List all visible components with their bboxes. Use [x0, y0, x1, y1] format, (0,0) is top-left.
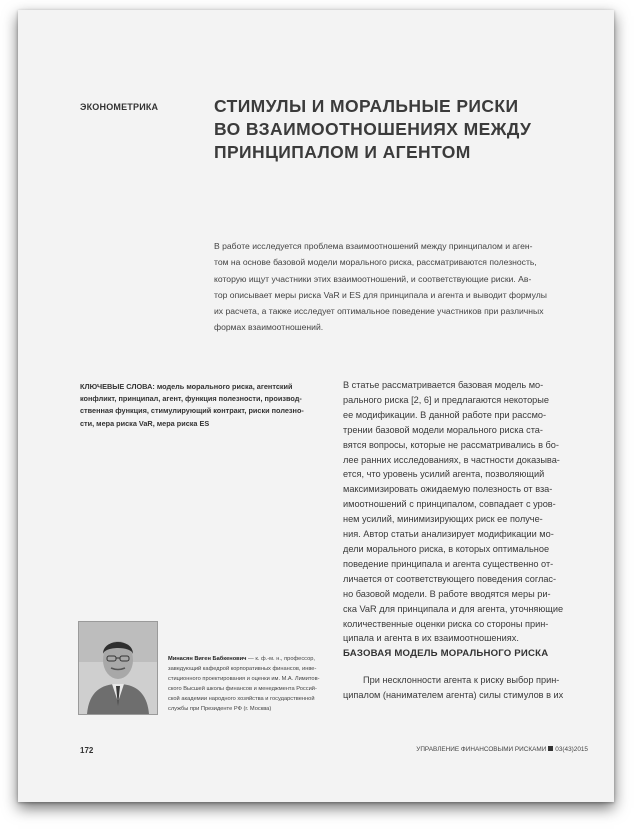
body-line: ется, что уровень усилий агента, позволяющий [343, 469, 545, 480]
abstract [214, 238, 586, 336]
body-line: вятся вопросы, которые не рассматривались в бо- [343, 439, 559, 450]
body-line: максимизировать ожидаемую полезность от вза- [343, 484, 553, 495]
journal-page [18, 10, 614, 802]
author-line: службы при Президенте РФ (г. Москва) [168, 706, 272, 713]
journal-footer [416, 746, 588, 753]
title-line: ВО ВЗАИМООТНОШЕНИЯХ МЕЖДУ [214, 119, 532, 139]
body-line: ципала и агента в их взаимоотношениях. [343, 633, 519, 644]
section-line: ципалом (нанимателем агента) силы стимулов в их [343, 689, 564, 700]
body-line: ее модификации. В данной работе при рассмо- [343, 409, 547, 420]
section-heading: БАЗОВАЯ МОДЕЛЬ МОРАЛЬНОГО РИСКА [343, 648, 549, 659]
author-photo [78, 621, 158, 715]
author-line: стиционного проектирования и оценки им. М.А. Лимитов- [168, 676, 320, 683]
journal-issue: 03(43)2015 [555, 746, 588, 753]
keywords-line: сти, мера риска VaR, мера риска ES [80, 418, 210, 428]
abstract-line: которую ищут участники этих взаимоотношений, и соответствующие риски. Ав- [214, 273, 532, 284]
author-line: ского Высшей школы финансов и менеджмента Россий- [168, 686, 317, 693]
keywords-line: КЛЮЧЕВЫЕ СЛОВА: модель морального риска, агентский [80, 382, 293, 391]
author-title: — к. ф.-м. н., профессор, [246, 656, 315, 662]
section-body [343, 673, 593, 703]
abstract-line: их расчета, а также исследует оптимальное поведение участников при различных [214, 306, 544, 317]
abstract-line: том на основе базовой модели морального риска, рассматриваются полезность, [214, 257, 537, 268]
page-number: 172 [80, 746, 94, 755]
journal-name: УПРАВЛЕНИЕ ФИНАНСОВЫМИ РИСКАМИ [416, 746, 547, 753]
body-line: трении базовой модели морального риска ста- [343, 424, 543, 435]
body-line: поведение принципала и агента существенно от- [343, 558, 554, 569]
section-tag: ЭКОНОМЕТРИКА [80, 102, 159, 112]
keywords [80, 381, 330, 430]
body-line: ска VaR для принципала и для агента, уточняющие [343, 603, 564, 614]
body-line: рального риска [2, 6] и предлагаются некоторые [343, 394, 549, 405]
article-title [214, 95, 574, 164]
body-line: но базовой модели. В работе вводятся меры ри- [343, 588, 551, 599]
author-line-first [168, 654, 333, 664]
author-name: Минасян Виген Бабкенович [168, 656, 247, 662]
author-info [168, 654, 333, 715]
body-line: личается от соответствующего поведения соглас- [343, 573, 557, 584]
body-line: количественные оценки риска со стороны прин- [343, 618, 549, 629]
body-line: В статье рассматривается базовая модель мо- [343, 380, 544, 390]
title-line: ПРИНЦИПАЛОМ И АГЕНТОМ [214, 142, 471, 162]
abstract-line: формах взаимоотношений. [214, 322, 324, 333]
keywords-line: ственная функция, стимулирующий контракт, риски полезно- [80, 406, 304, 416]
body-line: нем усилий, минимизирующих риск ее получе- [343, 514, 543, 525]
abstract-line: В работе исследуется проблема взаимоотношений между принципалом и аген- [214, 241, 533, 251]
body-line: ния. Автор статьи анализирует модификации мо- [343, 529, 554, 540]
body-text [343, 378, 593, 646]
title-line: СТИМУЛЫ И МОРАЛЬНЫЕ РИСКИ [214, 96, 519, 116]
square-bullet-icon [548, 746, 553, 751]
section-line: При несклонности агента к риску выбор прин- [363, 675, 560, 685]
keywords-line: конфликт, принципал, агент, функция полезности, производ- [80, 394, 302, 404]
author-line: ской академии народного хозяйства и государственной [168, 696, 315, 703]
body-line: лее ранних исследованиях, в частности доказыва- [343, 454, 560, 465]
body-line: имоотношений с принципалом, совпадает с уров- [343, 499, 556, 510]
abstract-line: тор описывает меры риска VaR и ES для принципала и агента и выводит формулы [214, 289, 547, 300]
author-portrait-icon [79, 622, 157, 714]
body-line: дели морального риска, в которых оптимальное [343, 543, 550, 554]
author-line: заведующий кафедрой корпоративных финансов, инве- [168, 666, 317, 673]
